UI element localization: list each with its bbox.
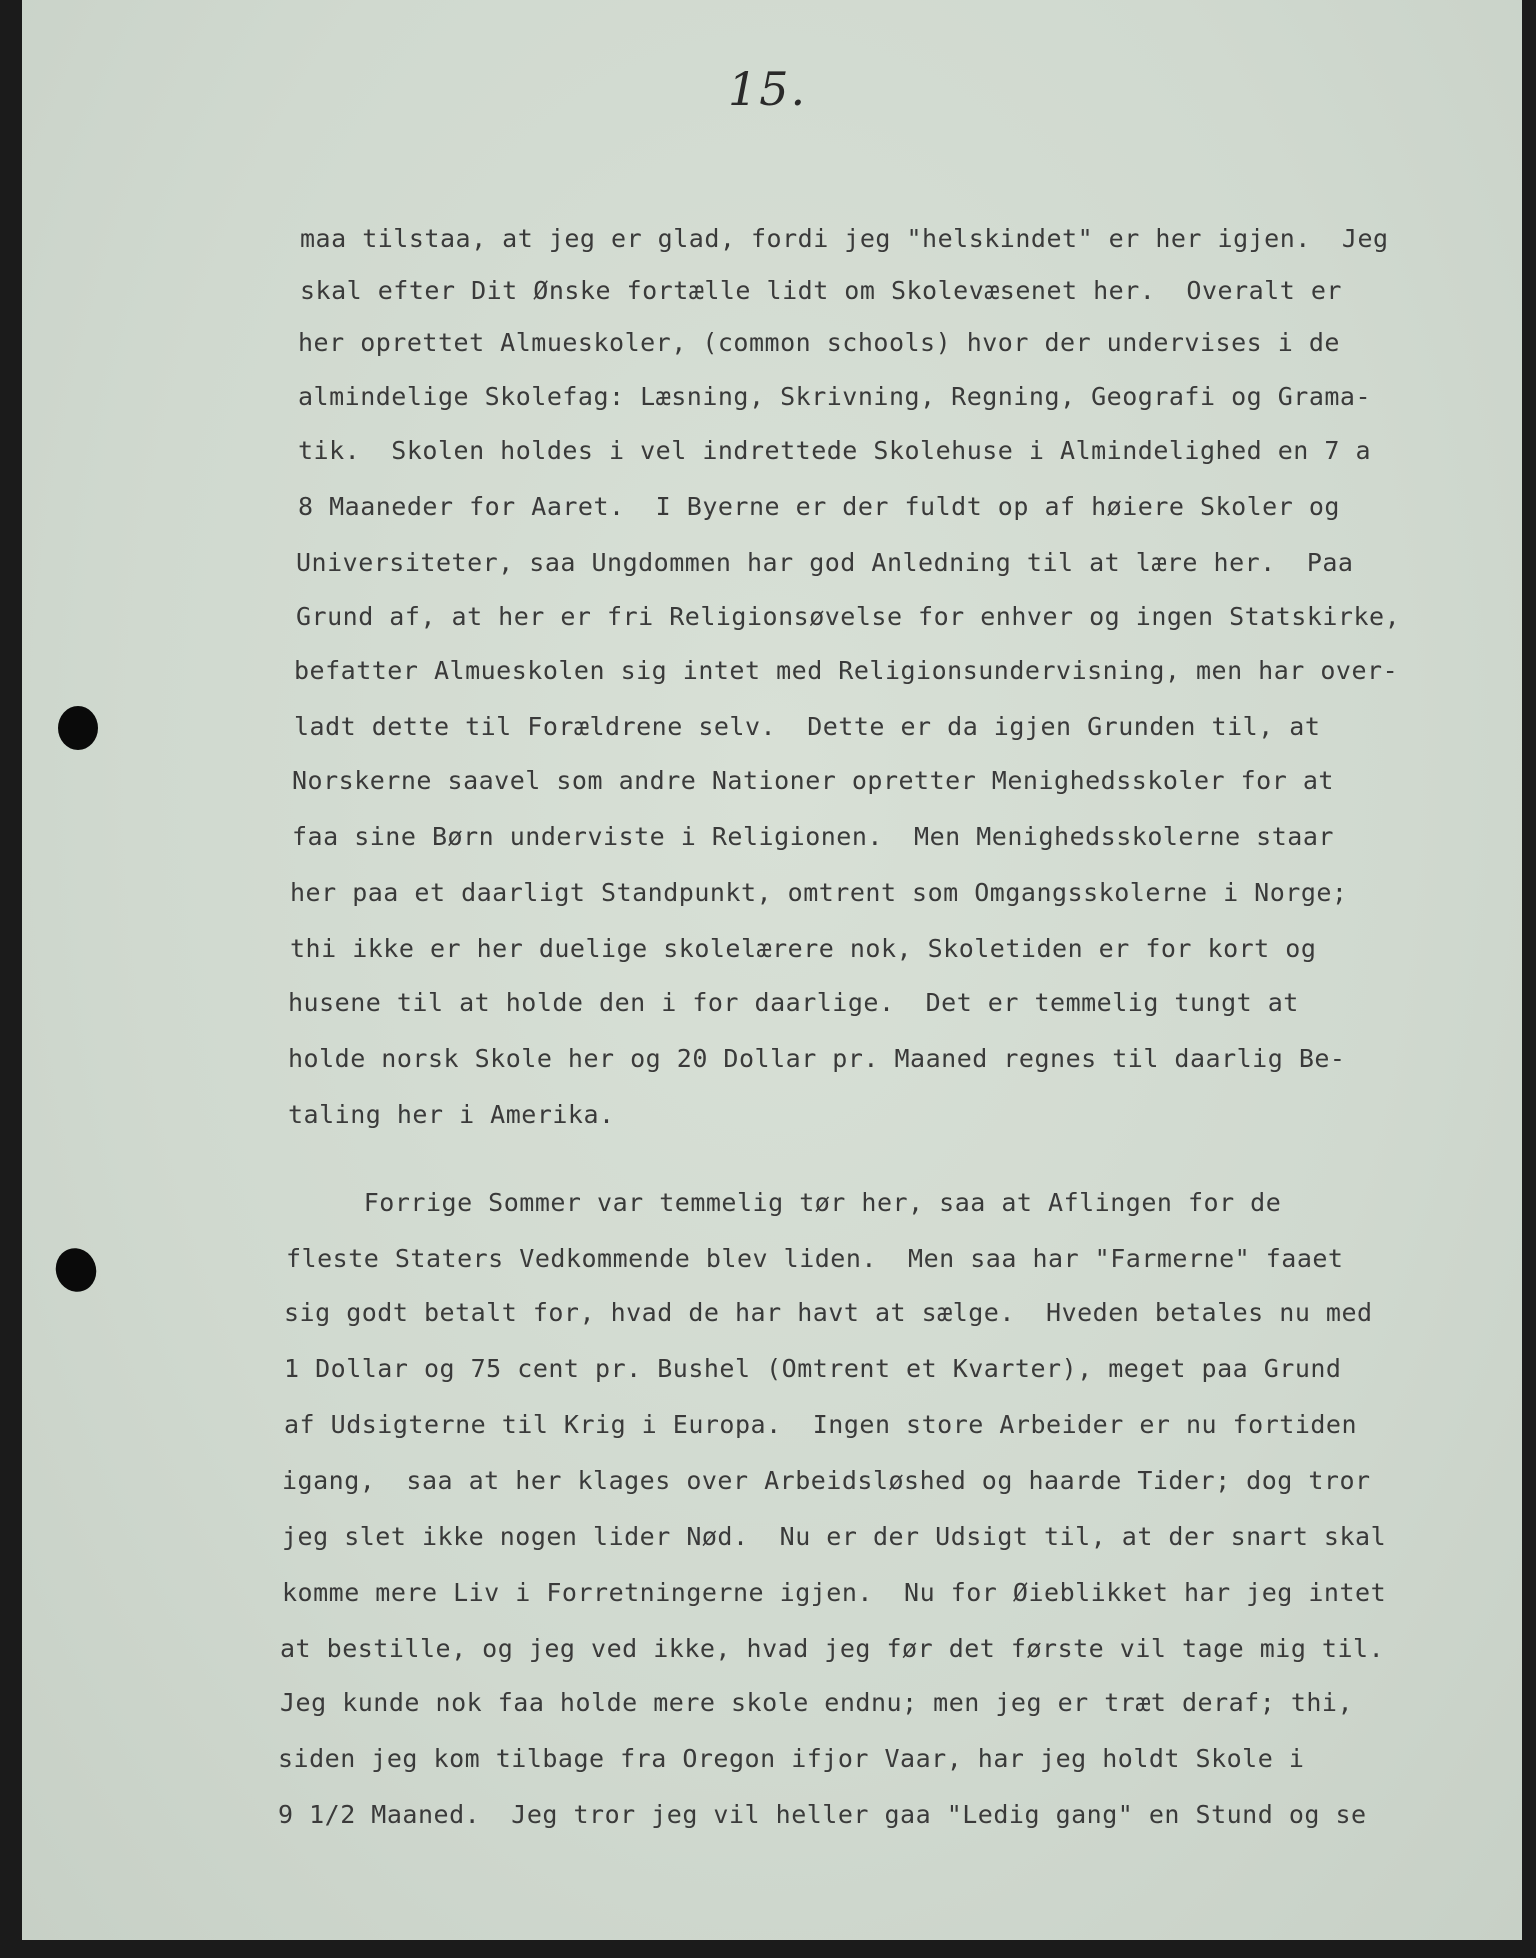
text-line: tik. Skolen holdes i vel indrettede Skolehuse i Almindelighed en 7 a bbox=[298, 436, 1372, 465]
text-line: 9 1/2 Maaned. Jeg tror jeg vil heller gaa "Ledig gang" en Stund og se bbox=[278, 1800, 1367, 1829]
text-line: 1 Dollar og 75 cent pr. Bushel (Omtrent et Kvarter), meget paa Grund bbox=[284, 1354, 1342, 1383]
text-line: Forrige Sommer var temmelig tør her, saa at Aflingen for de bbox=[286, 1188, 1282, 1217]
text-line: 8 Maaneder for Aaret. I Byerne er der fuldt op af høiere Skoler og bbox=[298, 492, 1340, 521]
text-line: at bestille, og jeg ved ikke, hvad jeg før det første vil tage mig til. bbox=[280, 1634, 1385, 1663]
text-line: skal efter Dit Ønske fortælle lidt om Skolevæsenet her. Overalt er bbox=[300, 276, 1342, 305]
text-line: komme mere Liv i Forretningerne igjen. Nu for Øieblikket har jeg intet bbox=[282, 1578, 1387, 1607]
text-line: af Udsigterne til Krig i Europa. Ingen store Arbeider er nu fortiden bbox=[284, 1410, 1358, 1439]
text-line: faa sine Børn underviste i Religionen. Men Menighedsskolerne staar bbox=[292, 822, 1334, 851]
text-line: taling her i Amerika. bbox=[288, 1100, 615, 1129]
text-line: siden jeg kom tilbage fra Oregon ifjor Vaar, har jeg holdt Skole i bbox=[278, 1744, 1305, 1773]
text-line: ladt dette til Forældrene selv. Dette er da igjen Grunden til, at bbox=[294, 712, 1321, 741]
text-line: Grund af, at her er fri Religionsøvelse for enhver og ingen Statskirke, bbox=[296, 602, 1401, 631]
text-line: holde norsk Skole her og 20 Dollar pr. Maaned regnes til daarlig Be- bbox=[288, 1044, 1346, 1073]
text-line: igang, saa at her klages over Arbeidsløshed og haarde Tider; dog tror bbox=[282, 1466, 1371, 1495]
text-line: Jeg kunde nok faa holde mere skole endnu; men jeg er træt deraf; thi, bbox=[280, 1688, 1354, 1717]
text-line: Universiteter, saa Ungdommen har god Anledning til at lære her. Paa bbox=[296, 548, 1354, 577]
text-line: befatter Almueskolen sig intet med Religionsundervisning, men har over- bbox=[294, 656, 1399, 685]
text-line: her paa et daarligt Standpunkt, omtrent som Omgangsskolerne i Norge; bbox=[290, 878, 1348, 907]
text-line: sig godt betalt for, hvad de har havt at sælge. Hveden betales nu med bbox=[284, 1298, 1373, 1327]
text-line: fleste Staters Vedkommende blev liden. Men saa har "Farmerne" faaet bbox=[286, 1244, 1344, 1273]
text-line: almindelige Skolefag: Læsning, Skrivning, Regning, Geografi og Grama- bbox=[298, 382, 1372, 411]
text-line: maa tilstaa, at jeg er glad, fordi jeg "helskindet" er her igjen. Jeg bbox=[300, 224, 1389, 253]
text-line: Norskerne saavel som andre Nationer opretter Menighedsskoler for at bbox=[292, 766, 1334, 795]
text-line: husene til at holde den i for daarlige. Det er temmelig tungt at bbox=[288, 988, 1299, 1017]
text-line: her oprettet Almueskoler, (common schools) hvor der undervises i de bbox=[298, 328, 1340, 357]
text-line: jeg slet ikke nogen lider Nød. Nu er der Udsigt til, at der snart skal bbox=[282, 1522, 1387, 1551]
handwritten-page-number: 15. bbox=[728, 62, 808, 116]
punch-hole-upper bbox=[58, 706, 98, 750]
text-line: thi ikke er her duelige skolelærere nok, Skoletiden er for kort og bbox=[290, 934, 1317, 963]
